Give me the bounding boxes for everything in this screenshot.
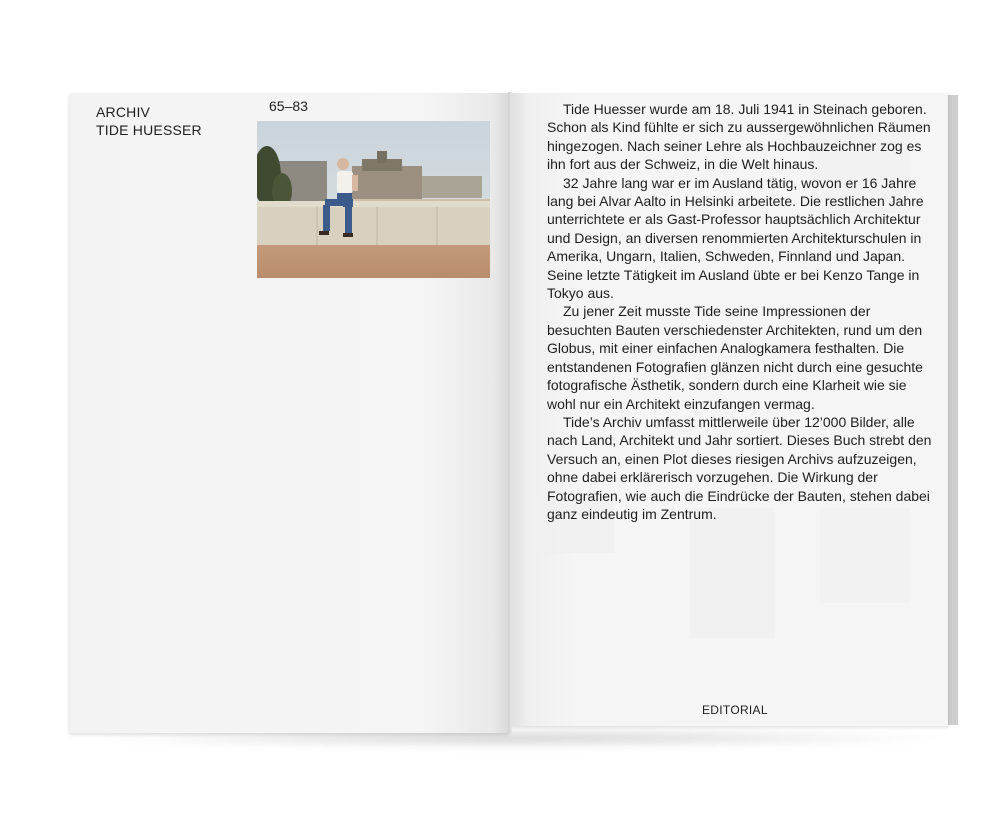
- page-range: 65–83: [269, 98, 308, 114]
- paragraph: 32 Jahre lang war er im Ausland tätig, wovon er 16 Jahre lang bei Alvar Aalto in Helsinki arbeitete. Die restlichen Jahre unterrichtete er als Gast-Professor hauptsächlich Architektur und Design, an diversen renommierten Architekturschulen in Amerika, Ungarn, Italien, Schweden, Finnland und Japan. Seine letzte Tätigkeit im Ausland übte er bei Kenzo Tange in Tokyo aus.: [547, 174, 924, 302]
- photo-man-on-bridge-wall: [257, 121, 490, 278]
- editorial-text: [547, 100, 935, 523]
- running-head-line: TIDE HUESSER: [96, 122, 202, 138]
- running-head: [96, 103, 202, 139]
- running-head-line: ARCHIV: [96, 104, 151, 120]
- show-through-shape: [690, 508, 775, 638]
- paragraph: Zu jener Zeit musste Tide seine Impressionen der besuchten Bauten verschiedenster Architekten, rund um den Globus, mit einer einfachen Analogkamera festhalten. Die entstandenen Fotografien glänzen nicht durch eine gesuchte fotografische Ästhetik, sondern durch eine Klarheit wie sie wohl nur ein Architekt einzufangen vermag.: [547, 303, 923, 412]
- page-edges: [948, 95, 958, 725]
- paragraph: Tide Huesser wurde am 18. Juli 1941 in Steinach geboren. Schon als Kind fühlte er sich zu aussergewöhnlichen Räumen hingezogen. Nach seiner Lehre als Hochbauzeichner zog es ihn fort aus der Schweiz, in die Welt hinaus.: [547, 101, 931, 173]
- paragraph: Tide’s Archiv umfasst mittlerweile über 12’000 Bilder, alle nach Land, Architekt und Jahr sortiert. Dieses Buch strebt den Versuch an, einen Plot dieses riesigen Archivs aufzuzeigen, ohne dabei erklärerisch vorzugehen. Die Wirkung der Fotografien, wie auch die Eindrücke der Bauten, stehen dabei ganz eindeutig im Zentrum.: [547, 413, 932, 522]
- book-spine: [508, 92, 512, 734]
- page-footer: EDITORIAL: [702, 703, 768, 717]
